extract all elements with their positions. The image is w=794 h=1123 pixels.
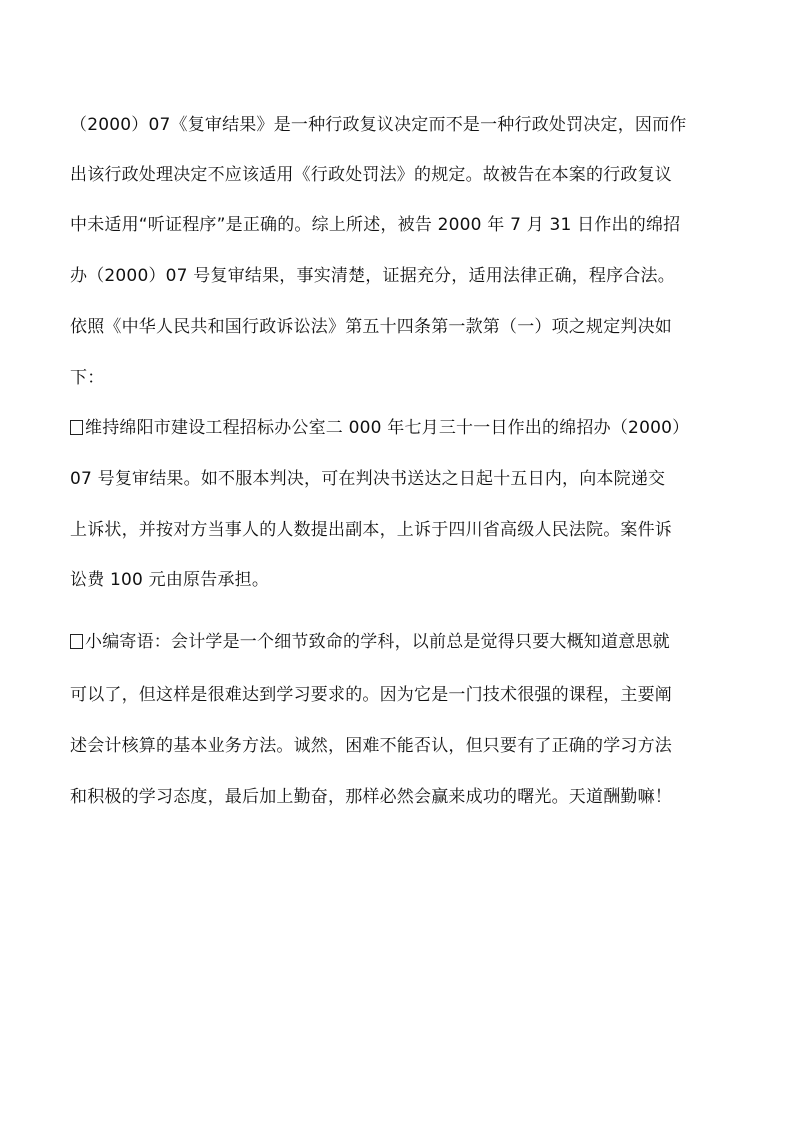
paragraph-line-with-box [70, 630, 670, 654]
paragraph-line: 07 号复审结果。如不服本判决，可在判决书送达之日起十五日内，向本院递交 [70, 469, 666, 489]
paragraph-line: 下： [70, 368, 105, 388]
paragraph-line: 讼费 100 元由原告承担。 [70, 570, 270, 590]
paragraph-line: 和积极的学习态度，最后加上勤奋，那样必然会赢来成功的曙光。天道酬勤嘛！ [70, 787, 672, 807]
checkbox-glyph-icon [70, 420, 83, 435]
paragraph-line-with-box [70, 416, 689, 440]
paragraph-line: 可以了，但这样是很难达到学习要求的。因为它是一门技术很强的课程，主要阐 [70, 685, 672, 705]
paragraph-line: 出该行政处理决定不应该适用《行政处罚法》的规定。故被告在本案的行政复议 [70, 165, 672, 185]
paragraph-line: （2000）07《复审结果》是一种行政复议决定而不是一种行政处罚决定，因而作 [70, 115, 687, 135]
paragraph-line-text: 小编寄语：会计学是一个细节致命的学科，以前总是觉得只要大概知道意思就 [85, 632, 670, 652]
paragraph-line: 办（2000）07 号复审结果，事实清楚，证据充分，适用法律正确，程序合法。 [70, 266, 675, 286]
checkbox-glyph-icon [70, 634, 83, 649]
paragraph-line: 依照《中华人民共和国行政诉讼法》第五十四条第一款第（一）项之规定判决如 [70, 317, 672, 337]
paragraph-line: 中未适用“听证程序”是正确的。综上所述，被告 2000 年 7 月 31 日作出的绵招 [70, 215, 681, 235]
paragraph-line: 述会计核算的基本业务方法。诚然，困难不能否认，但只要有了正确的学习方法 [70, 736, 672, 756]
paragraph-line-text: 维持绵阳市建设工程招标办公室二 000 年七月三十一日作出的绵招办（2000） [85, 418, 690, 438]
paragraph-line: 上诉状，并按对方当事人的人数提出副本，上诉于四川省高级人民法院。案件诉 [70, 520, 672, 540]
